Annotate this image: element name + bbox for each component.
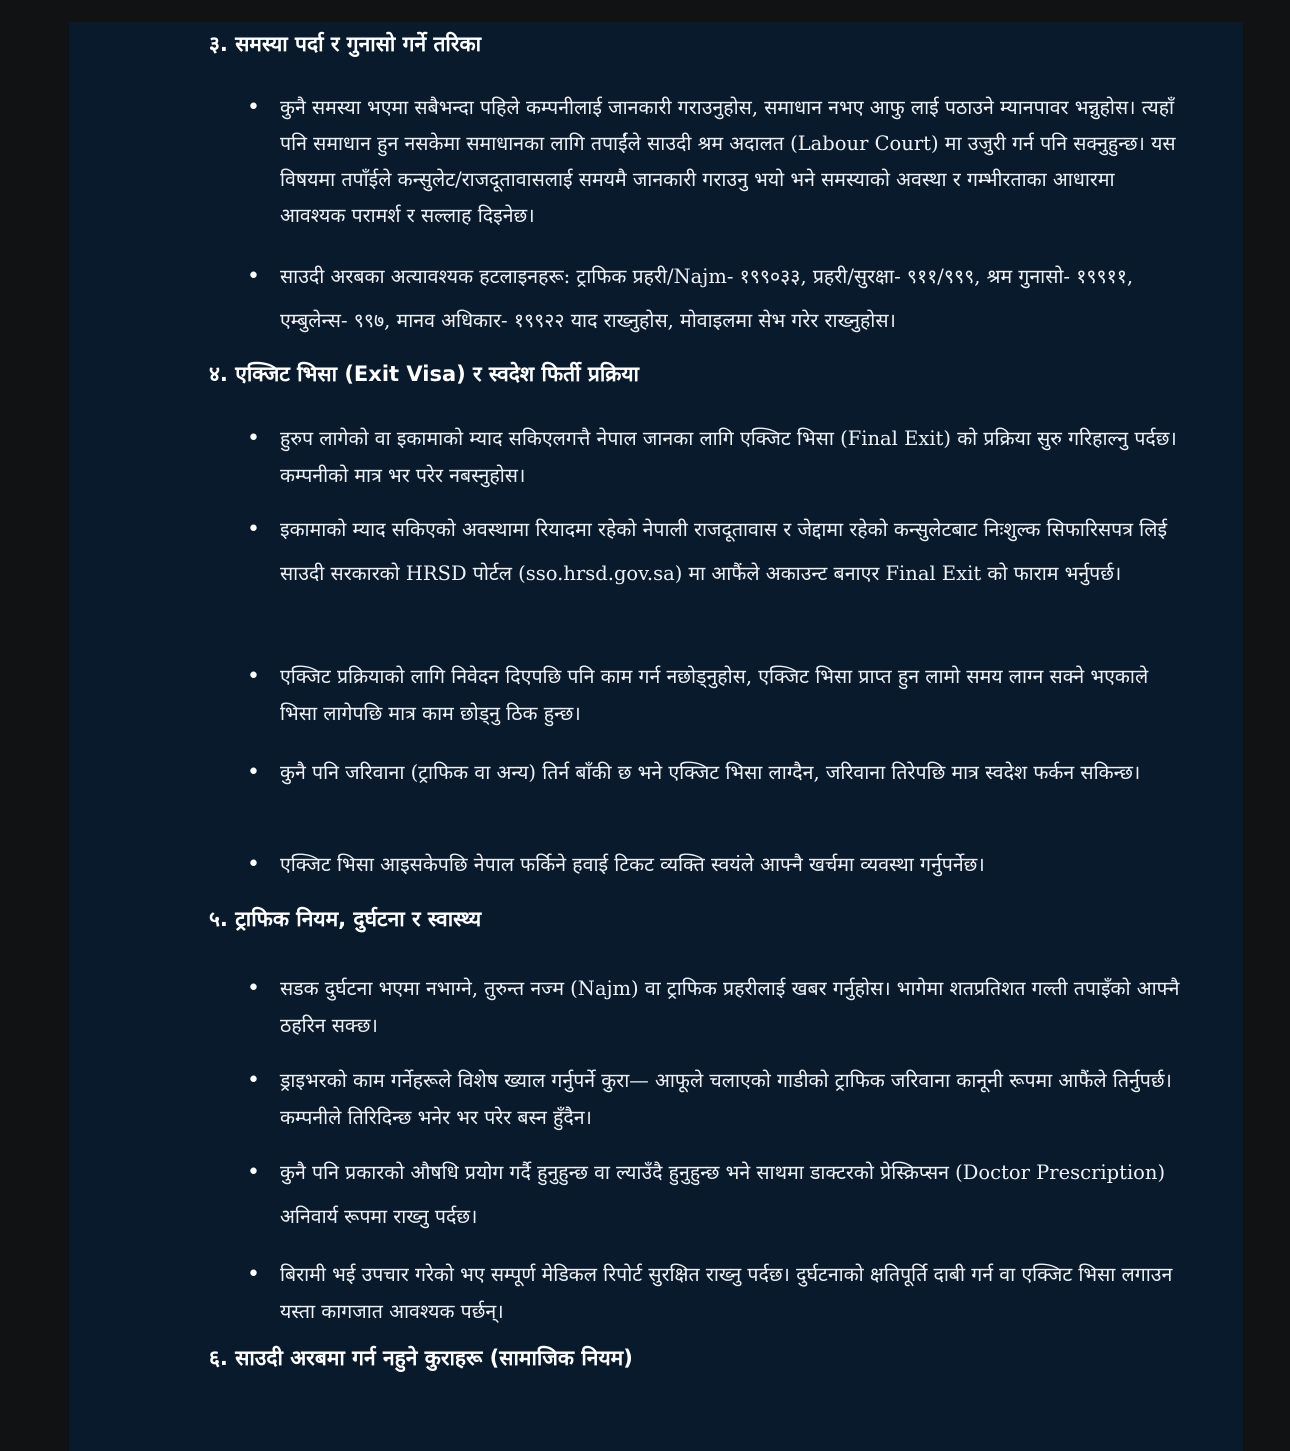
bullet-icon: •: [247, 664, 260, 689]
bullet-icon: •: [247, 852, 260, 877]
bullet-icon: •: [247, 426, 260, 451]
bullet-icon: •: [247, 1262, 260, 1287]
list-item: [247, 1062, 1185, 1136]
list-item-text: सडक दुर्घटना भएमा नभाग्ने, तुरुन्त नज्म (Najm) वा ट्राफिक प्रहरीलाई खबर गर्नुहोस। भागेमा शतप्रतिशत गल्ती तपाइँको आफ्नै ठहरिन सक्छ।: [280, 977, 1180, 1037]
list-item: [247, 970, 1185, 1044]
list-item: [247, 1256, 1185, 1330]
list-item: [247, 846, 1185, 883]
list-item-text: बिरामी भई उपचार गरेको भए सम्पूर्ण मेडिकल रिपोर्ट सुरक्षित राख्नु पर्दछ। दुर्घटनाको क्षतिपूर्ति दाबी गर्न वा एक्जिट भिसा लगाउन यस्ता कागजात आवश्यक पर्छन्।: [280, 1263, 1173, 1323]
document-page: [69, 22, 1243, 1451]
list-item: [247, 1151, 1185, 1239]
list-item-text: एक्जिट भिसा आइसकेपछि नेपाल फर्किने हवाई टिकट व्यक्ति स्वयंले आफ्नै खर्चमा व्यवस्था गर्नुपर्नेछ।: [280, 853, 985, 876]
bullet-icon: •: [247, 976, 260, 1001]
list-item: [247, 754, 1185, 791]
list-item-text: साउदी अरबका अत्यावश्यक हटलाइनहरू: ट्राफिक प्रहरी/Najm- १९९०३३, प्रहरी/सुरक्षा- ९११/९९९, श्रम गुनासो- १९९११, एम्बुलेन्स- ९९७, मानव अधिकार- १९९२२ याद राख्नुहोस, मोवाइलमा सेभ गरेर राख्नुहोस।: [280, 265, 1134, 332]
list-item-text: इकामाको म्याद सकिएको अवस्थामा रियादमा रहेको नेपाली राजदूतावास र जेद्दामा रहेको कन्सुलेटबाट निःशुल्क सिफारिसपत्र लिई साउदी सरकारको HRSD पोर्टल (sso.hrsd.gov.sa) मा आफैंले अकाउन्ट बनाएर Final Exit को फाराम भर्नुपर्छ।: [280, 518, 1168, 585]
section-heading-6: ६. साउदी अरबमा गर्न नहुने कुराहरू (सामाजिक नियम): [209, 1346, 633, 1370]
section-heading-4: ४. एक्जिट भिसा (Exit Visa) र स्वदेश फिर्ती प्रक्रिया: [209, 362, 639, 386]
bullet-icon: •: [247, 760, 260, 785]
section-heading-3: ३. समस्या पर्दा र गुनासो गर्ने तरिका: [209, 32, 482, 56]
section-heading-5: ५. ट्राफिक नियम, दुर्घटना र स्वास्थ्य: [209, 907, 482, 931]
list-item-text: कुनै पनि प्रकारको औषधि प्रयोग गर्दै हुनुहुन्छ वा ल्याउँदै हुनुहुन्छ भने साथमा डाक्टरको प्रेस्क्रिप्सन (Doctor Prescription) अनिवार्य रूपमा राख्नु पर्दछ।: [280, 1161, 1166, 1228]
list-item-text: हुरुप लागेको वा इकामाको म्याद सकिएलगत्तै नेपाल जानका लागि एक्जिट भिसा (Final Exit) को प्रक्रिया सुरु गरिहाल्नु पर्दछ। कम्पनीको मात्र भर परेर नबस्नुहोस।: [280, 427, 1177, 487]
list-item: [247, 255, 1185, 343]
bullet-icon: •: [247, 1068, 260, 1093]
list-item: [247, 90, 1185, 234]
list-item-text: ड्राइभरको काम गर्नेहरूले विशेष ख्याल गर्नुपर्ने कुरा— आफूले चलाएको गाडीको ट्राफिक जरिवाना कानूनी रूपमा आफैंले तिर्नुपर्छ। कम्पनीले तिरिदिन्छ भनेर भर परेर बस्न हुँदैन।: [280, 1069, 1172, 1129]
list-item-text: कुनै पनि जरिवाना (ट्राफिक वा अन्य) तिर्न बाँकी छ भने एक्जिट भिसा लाग्दैन, जरिवाना तिरेपछि मात्र स्वदेश फर्कन सकिन्छ।: [280, 761, 1141, 784]
bullet-icon: •: [247, 264, 260, 289]
bullet-icon: •: [247, 517, 260, 542]
list-item: [247, 420, 1185, 494]
list-item: [247, 508, 1185, 596]
list-item-text: एक्जिट प्रक्रियाको लागि निवेदन दिएपछि पनि काम गर्न नछोड्नुहोस, एक्जिट भिसा प्राप्त हुन लामो समय लाग्न सक्ने भएकाले भिसा लागेपछि मात्र काम छोड्नु ठिक हुन्छ।: [280, 665, 1149, 725]
list-item: [247, 658, 1185, 732]
list-item-text: कुनै समस्या भएमा सबैभन्दा पहिले कम्पनीलाई जानकारी गराउनुहोस, समाधान नभए आफु लाई पठाउने म्यानपावर भन्नुहोस। त्यहाँ पनि समाधान हुन नसकेमा समाधानका लागि तपाईंले साउदी श्रम अदालत (Labour Court) मा उजुरी गर्न पनि सक्नुहुन्छ। यस विषयमा तपाँईले कन्सुलेट/राजदूतावासलाई समयमै जानकारी गराउनु भयो भने समस्याको अवस्था र गम्भीरताका आधारमा आवश्यक परामर्श र सल्लाह दिइनेछ।: [280, 96, 1176, 227]
bullet-icon: •: [247, 1160, 260, 1185]
bullet-icon: •: [247, 95, 260, 120]
